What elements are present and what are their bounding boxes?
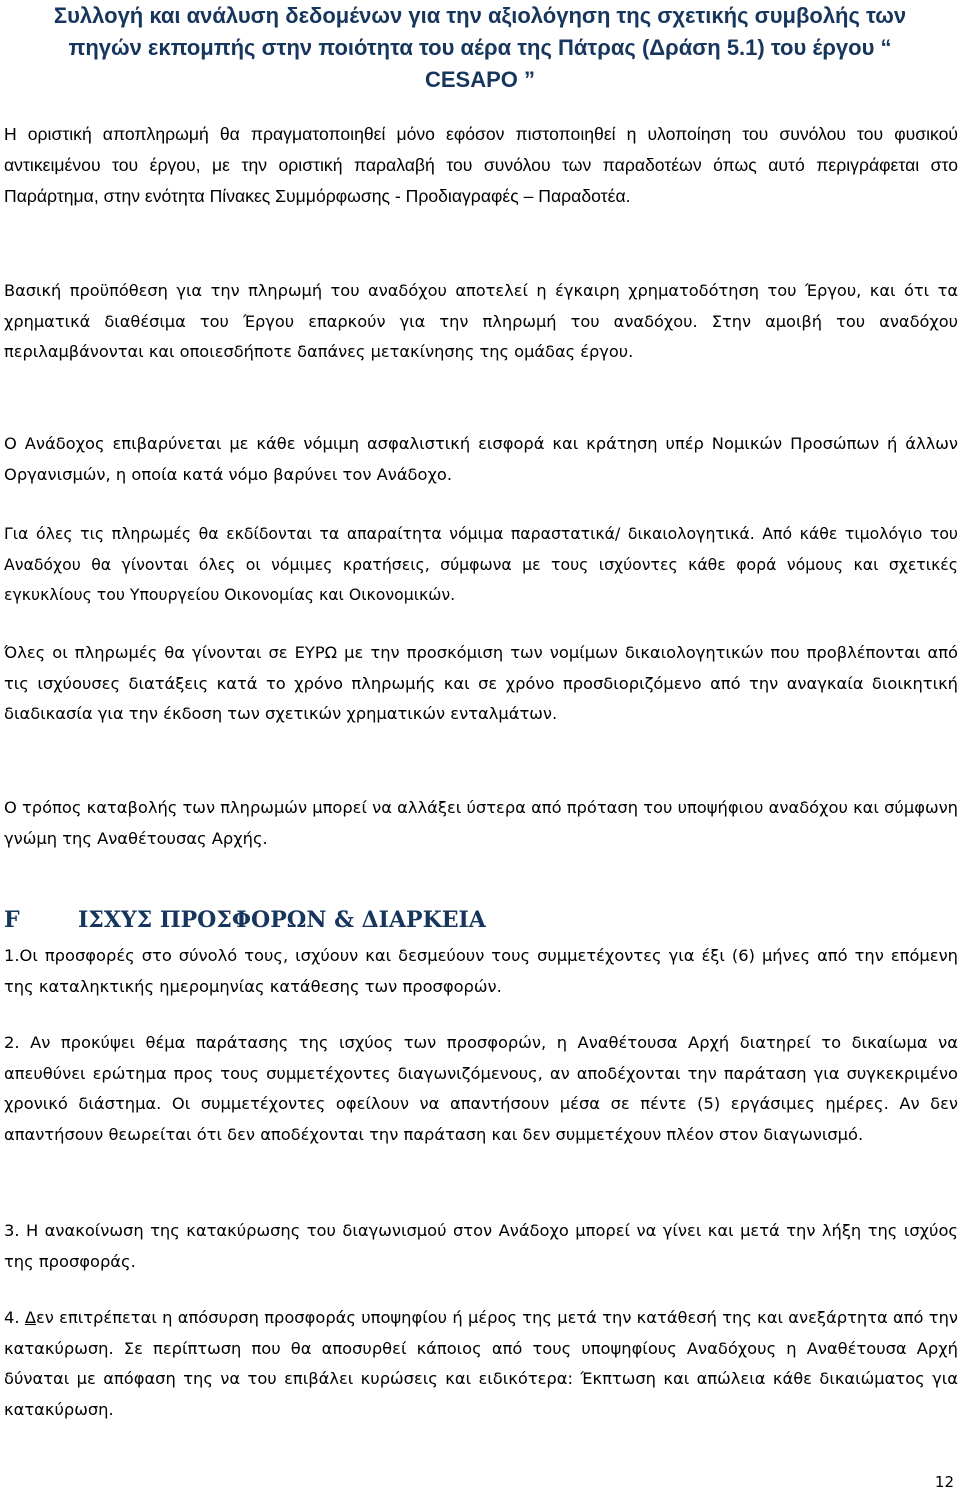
section-heading [4, 904, 958, 936]
paragraph-final-payment: Η οριστική αποπληρωμή θα πραγματοποιηθεί μόνο εφόσον πιστοποιηθεί η υλοποίηση του συνόλου του φυσικού αντικειμένου του έργου, με την οριστική παραλαβή του συνόλου των παραδοτέων όπως αυτό περιγράφεται στο Παράρτημα, στην ενότητα Πίνακες Συμμόρφωσης - Προδιαγραφές – Παραδοτέα. [4, 124, 958, 206]
paragraph-insurance-contributions: Ο Ανάδοχος επιβαρύνεται με κάθε νόμιμη ασφαλιστική εισφορά και κράτηση υπέρ Νομικών Προσώπων ή άλλων Οργανισμών, η οποία κατά νόμο βαρύνει τον Ανάδοχο. [4, 434, 958, 484]
document-header [0, 0, 960, 96]
page-number: 12 [934, 1473, 954, 1491]
item-withdrawal-underlined: Δ [24, 1308, 36, 1327]
paragraph-euro-payments: Όλες οι πληρωμές θα γίνονται σε ΕΥΡΩ με την προσκόμιση των νομίμων δικαιολογητικών που προβλέπονται από τις ισχύουσες διατάξεις κατά το χρόνο πληρωμής και σε χρόνο προσδιοριζόμενο από την αναγκαία διοικητική διαδικασία για την έκδοση των σχετικών χρηματικών ενταλμάτων. [4, 643, 958, 723]
item-validity-extension: 2. Αν προκύψει θέμα παράτασης της ισχύος των προσφορών, η Αναθέτουσα Αρχή διατηρεί το δικαίωμα να απευθύνει ερώτημα προς τους συμμετέχοντες διαγωνιζόμενους, αν αποδέχονται την παράταση για συγκεκριμένο χρονικό διάστημα. Οι συμμετέχοντες οφείλουν να απαντήσουν μέσα σε πέντε (5) εργάσιμες ημέρες. Αν δεν απαντήσουν θεωρείται ότι δεν αποδέχονται την παράταση και δεν συμμετέχουν πλέον στον διαγωνισμό. [4, 1033, 958, 1144]
paragraph-invoices: Για όλες τις πληρωμές θα εκδίδονται τα απαραίτητα νόμιμα παραστατικά/ δικαιολογητικά. Από κάθε τιμολόγιο του Αναδόχου θα γίνονται όλες οι νόμιμες κρατήσεις, σύμφωνα με τους ισχύοντες κάθε φορά νόμους και σχετικές εγκυκλίους του Υπουργείου Οικονομίας και Οικονομικών. [4, 524, 958, 604]
paragraph-payment-method: Ο τρόπος καταβολής των πληρωμών μπορεί να αλλάξει ύστερα από πρόταση του υποψήφιου αναδόχου και σύμφωνη γνώμη της Αναθέτουσας Αρχής. [4, 798, 958, 848]
header-line-1: Συλλογή και ανάλυση δεδομένων για την αξιολόγηση της σχετικής συμβολής των [53, 3, 907, 28]
paragraph-payment-condition: Βασική προϋπόθεση για την πληρωμή του αναδόχου αποτελεί η έγκαιρη χρηματοδότηση του Έργου, και ότι τα χρηματικά διαθέσιμα του Έργου επαρκούν για την πληρωμή του αναδόχου. Στην αμοιβή του αναδόχου περιλαμβάνονται και οποιεσδήποτε δαπάνες μετακίνησης της ομάδας έργου. [4, 281, 958, 361]
item-award-announcement: 3. Η ανακοίνωση της κατακύρωσης του διαγωνισμού στον Ανάδοχο μπορεί να γίνει και μετά την λήξη της ισχύος της προσφοράς. [4, 1221, 958, 1271]
item-validity-period: 1.Οι προσφορές στο σύνολό τους, ισχύουν και δεσμεύουν τους συμμετέχοντες για έξι (6) μήνες από την επόμενη της καταληκτικής ημερομηνίας κατάθεσης των προσφορών. [4, 946, 958, 996]
item-withdrawal-text: εν επιτρέπεται η απόσυρση προσφοράς υποψηφίου ή μέρος της μετά την κατάθεσή της και ανεξάρτητα από την κατακύρωση. Σε περίπτωση που θα αποσυρθεί κάποιος από τους υποψηφίους Αναδόχους η Αναθέτουσα Αρχή δύναται με απόφαση της να του επιβάλει κυρώσεις και ειδικότερα: Έκπτωση και απώλεια κάθε δικαιώματος για κατακύρωση. [4, 1308, 958, 1419]
section-number: F [4, 907, 20, 933]
section-title: ΙΣΧΥΣ ΠΡΟΣΦΟΡΩΝ & ΔΙΑΡΚΕΙΑ [78, 907, 486, 933]
item-withdrawal [4, 1303, 958, 1425]
header-line-2: πηγών εκπομπής στην ποιότητα του αέρα της Πάτρας (Δράση 5.1) του έργου “ [68, 35, 892, 60]
header-line-3: CESAPO ” [424, 67, 536, 92]
item-withdrawal-prefix: 4. [4, 1308, 25, 1327]
